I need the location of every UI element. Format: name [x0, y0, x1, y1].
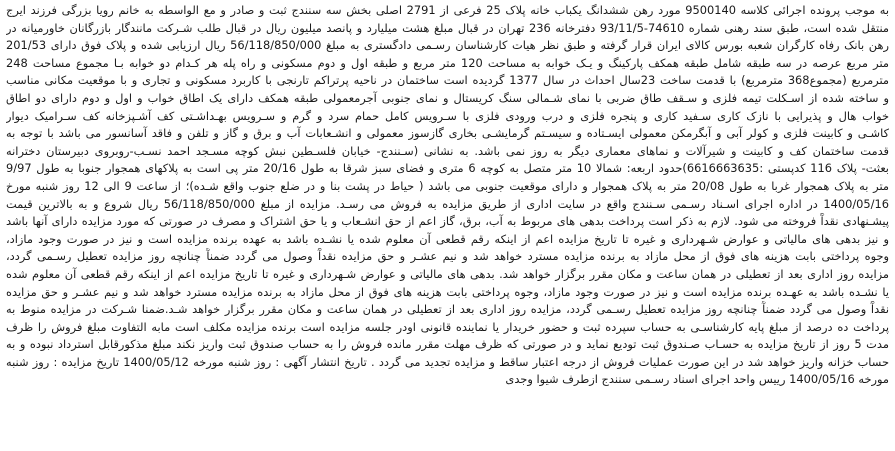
notice-line: مدت 5 روز از تاریخ مزایده به حسـاب صـندوق ثبت تودیع نماید و در صورتی که ظرف مهلت مقرر مانده فروش را به حساب صندوق ثبت واریز نکند مبلغ مذکورقابل استرداد نبوده و به	[6, 337, 889, 352]
notice-line: خواب هال و پذیرایی با نازک کاری سـفید کاری و پنجره فلزی و درب ورودی فلزی با سـرویس کامل حمام سرد و گرم و سـرویس بهـداشـتی کف آشـپزخانه کف سـرامیک دیوار	[6, 108, 889, 123]
auction-notice	[6, 2, 889, 449]
notice-line: بعثت- پلاک 116 کدپستی :6616663635)حدود اربعه: شمالا 10 متر متصل به کوچه 6 متری و فضای سبز شرقا به طول 20/16 متر پی است به پلاکهای همجوار جنوبا به طول 9/97	[6, 161, 889, 176]
notice-line: 1400/05/16 در اداره اجرای اسـناد رسـمی سـنندج واقع در سایت اداری از طریق مزایده به فروش می رسـد. مزایده از مبلغ 56/118/850/000 ریال شروع و به بالاترین قیمت	[6, 196, 889, 211]
notice-line: پیشـنهادی نقدآً فروخته می شود. لازم به ذکر است پرداخت بدهی های مربوط به آب، برق، گاز اعم از حق انشـعاب و یا حق اشتراک و مصرف در صورتی که مورد مزایده دارای آنها باشد	[6, 214, 889, 229]
notice-line: یا نشـده باشد به عهـده برنده مزایده است و نیز در صورت وجود مازاد، وجوه پرداختی بابت هزینه های فوق از محل مازاد به برنده مزایده مسترد خواهد شد و نیم عشـر و حق مزایده	[6, 284, 889, 299]
notice-line: متر مربع عرصه در سه طبقه شامل طبقه همکف پارکینگ و یـک خوابه به مساحت 120 متر مربع و طبقه اول و دوم مسکونی و راه پله هر کـدام دو خوابه بـا مجموع مساحت 248	[6, 55, 889, 70]
notice-line: رهن بانک رفاه کارگران شعبه بورس کالای ایران قرار گرفته و طبق نظر هیات کارشناسان رسـمی دادگستری به مبلغ 56/118/850/000 ریال ارزیابی شده و پلاک فوق دارای 201/53	[6, 38, 889, 53]
notice-line: و نیز بدهی های مالیاتی و عوارض شـهرداری و غیره تا تاریخ مزایده اعم از اینکه رقم قطعی آن معلوم شده یا نشـده باشد به عهده برنده مزایده است و نیز در صورت وجود مازاد،	[6, 231, 889, 246]
notice-signature-line: مورخه 1400/05/16 رییس واحد اجرای اسناد رسـمی سنندج ازطرف شیوا وجدی	[505, 372, 889, 387]
notice-line: و ساخته شده از اسـکلت تیمه فلزی و سـقف طاق ضربی با نمای شـمالی سنگ کریستال و نمای جنوبی آجرمعمولی طبقه همکف دارای یک اطاق خواب و اول و دوم دارای دو اطاق	[6, 90, 889, 105]
notice-line: حساب خزانه واریز خواهد شد در این صورت عملیات فروش از درجه اعتبار ساقط و مزایده تجدید می گردد . تاریخ انتشار آگهی : روز شنبه مورخه 1400/05/12 تاریخ مزایده : روز شنبه	[6, 354, 889, 369]
notice-line: به موجب پرونده اجرائی کلاسه 9500140 مورد رهن ششدانگ یکباب خانه پلاک 25 فرعی از 2791 اصلی بخش سه سنندج ثبت و صادر و مع الواسطه به خانم رویا بزرگی فرزند ایرج	[6, 3, 889, 17]
notice-line: قدمت ساختمان کف و کابینت و شیرآلات و نماهای معماری دیگر به روز نمی باشد. به نشانی (سـنندج- خیابان فلسـطین نبش کوچه مسـجد احمد نسـب-روبروی دبیرستان دخترانه	[6, 143, 889, 158]
notice-line: نقدآً وصول می گردد ضمنآً چنانچه روز مزایده تعطیل رسـمی گردد، مزایده روز اداری بعد از تعطیلی در همان ساعت و مکان مقرر برگزار خواهد شـد.ضمنا شـرکت در مزایده منوط به	[6, 302, 889, 317]
notice-line: کاشـی و کابینت فلزی و کولر آبی و آبگرمکن معمولی ایسـتاده و سیسـتم گرمایشـی بخاری گازسوز معمولی و انشـعابات آب و برق و گاز و تلفن و فاقد آسانسور می باشد با توجه به	[6, 126, 889, 141]
notice-line: منتقل شده است، طبق سند رهنی شماره 74610-93/11/5 دفترخانه 236 تهران در قبال مبلغ هشت میلیارد و پانصد میلیون ریال در قبال طلب شـرکت مانندگار بازرگانان خاورمیانه در	[6, 20, 889, 35]
notice-line: مزایده روز اداری بعد از تعطیلی در همان ساعت و مکان مقرر برگزار خواهد شد. بدهی های مالیاتی و عوارض شـهرداری و غیره تا تاریخ مزایده اعم از اینکه رقم قطعی آن معلوم شده	[6, 266, 889, 281]
notice-line: متر به پلاک همجوار غربا به طول 20/08 متر به پلاک همجوار و دارای موقعیت جنوبی می باشد ( حیاط در پشت بنا و در ضلع جنوب واقع شـده)؛ از ساعت 9 الی 12 روز شنبه مورخ	[6, 178, 889, 193]
notice-line: مترمربع (مجموع368 مترمربع) با قدمت ساخت 23سال احداث در سال 1377 گردیده است ساختمان در ناحیه پرتراکم تارنجی با کاربرد مسکونی و تجاری و با موقعیت مکانی مناسب	[6, 73, 889, 88]
notice-line: پرداخت ده درصد از مبلغ پایه کارشناسـی به حساب سپرده ثبت و حضور خریدار یا نماینده قانونی اودر جلسه مزایده است برنده مزایده مکلف است مابه التفاوت مبلغ فروش را ظرف	[6, 319, 889, 334]
notice-line: وجوه پرداختی بابت هزینه های فوق از محل مازاد به برنده مزایده مسترد خواهد شد و نیم عشـر و حق مزایده نقدآً وصول می گردد ضمنآً چنانچه روز مزایده تعطیل رسـمی گردد،	[6, 249, 889, 264]
